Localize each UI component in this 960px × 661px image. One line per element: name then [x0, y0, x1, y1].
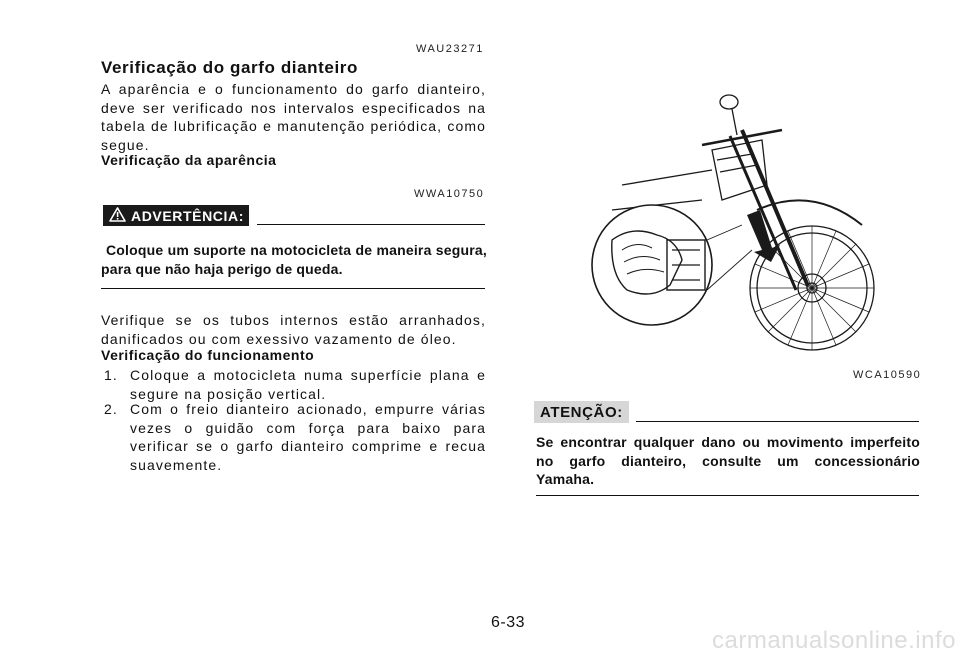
page-number: 6-33 [491, 614, 526, 631]
section-title: Verificação do garfo dianteiro [101, 58, 359, 77]
list-item-number: 2. [104, 401, 118, 417]
subheading-appearance: Verificação da aparência [101, 152, 277, 168]
list-item-text: Coloque a motocicleta numa superfície plana e segure na posição vertical. [130, 367, 486, 402]
warning-rule-bottom [101, 288, 485, 289]
watermark: carmanualsonline.info [712, 627, 956, 654]
caution-code: WCA10590 [853, 369, 922, 381]
subheading-function: Verificação do funcionamento [101, 347, 315, 363]
check-paragraph: Verifique se os tubos internos estão arranhados, danificados ou com exessivo vazamento de óleo. [101, 312, 486, 347]
warning-rule-top [257, 224, 485, 225]
caution-rule-top [636, 421, 919, 422]
warning-label: ADVERTÊNCIA: [131, 207, 244, 224]
motorcycle-fork-illustration [582, 90, 882, 365]
caution-badge [534, 401, 629, 423]
list-item [104, 366, 486, 403]
warning-text: Coloque um suporte na motocicleta de maneira segura, para que não haja perigo de queda. [101, 242, 487, 277]
warning-badge [103, 205, 249, 226]
caution-rule-bottom [536, 495, 919, 496]
caution-label: ATENÇÃO: [540, 403, 623, 421]
list-item-text: Com o freio dianteiro acionado, empurre várias vezes o guidão com força para baixo para verificar se o garfo dianteiro comprime e recua suavemente. [130, 401, 486, 473]
warning-code: WWA10750 [414, 188, 485, 200]
caution-text: Se encontrar qualquer dano ou movimento imperfeito no garfo dianteiro, consulte um concessionário Yamaha. [536, 434, 920, 487]
section-code: WAU23271 [416, 43, 484, 55]
list-item [104, 400, 486, 474]
list-item-number: 1. [104, 367, 118, 383]
warning-triangle-icon [109, 207, 126, 225]
intro-paragraph: A aparência e o funcionamento do garfo dianteiro, deve ser verificado nos intervalos especificados na tabela de lubrificação e manutenção periódica, como segue. [101, 81, 486, 153]
